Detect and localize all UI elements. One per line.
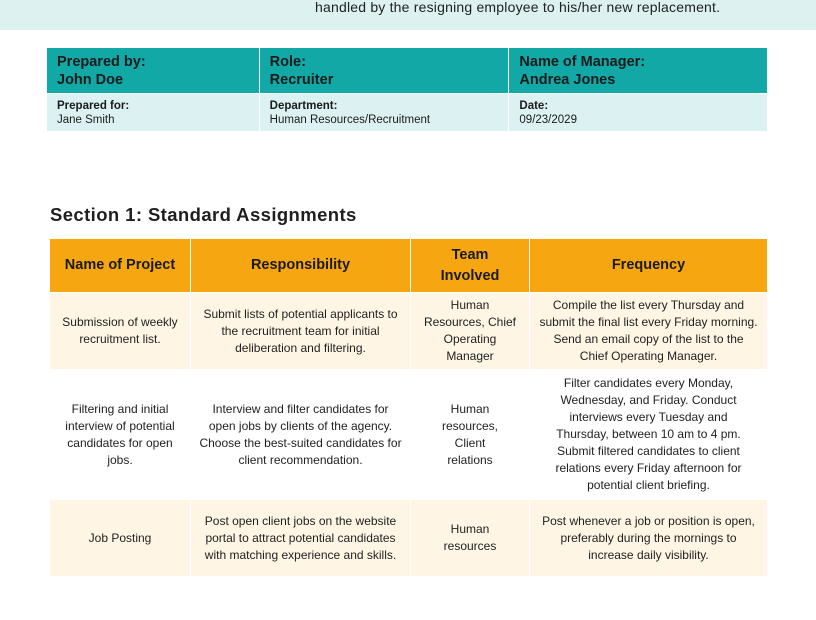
prepared-for-value: Jane Smith bbox=[57, 114, 115, 126]
project-cell: Job Posting bbox=[50, 500, 191, 577]
frequency-cell: Post whenever a job or position is open, preferably during the mornings to increase daily visibility. bbox=[530, 500, 768, 577]
header-project: Name of Project bbox=[50, 239, 191, 293]
department-value: Human Resources/Recruitment bbox=[269, 114, 431, 126]
assignments-table bbox=[49, 238, 768, 577]
team-cell: Human resources bbox=[411, 500, 530, 577]
header-responsibility: Responsibility bbox=[191, 239, 411, 293]
intro-band bbox=[0, 0, 816, 30]
team-cell: Human resources, Client relations bbox=[411, 370, 530, 500]
role-value: Recruiter bbox=[269, 72, 334, 88]
date-cell bbox=[509, 94, 768, 132]
header-team: Team Involved bbox=[411, 239, 530, 293]
frequency-cell: Compile the list every Thursday and submit the final list every Friday morning. Send an email copy of the list to the Chief Operating Manager. bbox=[530, 293, 768, 370]
handover-info-table bbox=[46, 47, 768, 132]
role-label: Role: bbox=[269, 54, 306, 70]
responsibility-cell: Submit lists of potential applicants to the recruitment team for initial deliberation and filtering. bbox=[191, 293, 411, 370]
prepared-for-cell bbox=[47, 94, 260, 132]
table-row bbox=[50, 370, 768, 500]
manager-value: Andrea Jones bbox=[519, 72, 616, 88]
manager-cell bbox=[509, 48, 768, 94]
manager-label: Name of Manager: bbox=[519, 54, 646, 70]
prepared-for-label: Prepared for: bbox=[57, 100, 130, 112]
frequency-cell: Filter candidates every Monday, Wednesday, and Friday. Conduct interviews every Tuesday and Thursday, between 10 am to 4 pm. Submit filtered candidates to client relations every Friday afternoon for potential client briefing. bbox=[530, 370, 768, 500]
department-cell bbox=[259, 94, 509, 132]
department-label: Department: bbox=[269, 100, 338, 112]
prepared-by-value: John Doe bbox=[57, 72, 124, 88]
team-cell: Human Resources, Chief Operating Manager bbox=[411, 293, 530, 370]
table-row bbox=[50, 500, 768, 577]
table-row bbox=[50, 293, 768, 370]
project-cell: Filtering and initial interview of potential candidates for open jobs. bbox=[50, 370, 191, 500]
prepared-by-label: Prepared by: bbox=[57, 54, 146, 70]
intro-text: handled by the resigning employee to his/her new replacement. bbox=[315, 0, 721, 15]
date-value: 09/23/2029 bbox=[519, 114, 577, 126]
role-cell bbox=[259, 48, 509, 94]
responsibility-cell: Interview and filter candidates for open jobs by clients of the agency. Choose the best-suited candidates for client recommendation. bbox=[191, 370, 411, 500]
header-frequency: Frequency bbox=[530, 239, 768, 293]
responsibility-cell: Post open client jobs on the website portal to attract potential candidates with matching experience and skills. bbox=[191, 500, 411, 577]
project-cell: Submission of weekly recruitment list. bbox=[50, 293, 191, 370]
section-title: Section 1: Standard Assignments bbox=[50, 204, 357, 225]
date-label: Date: bbox=[519, 100, 549, 112]
prepared-by-cell bbox=[47, 48, 260, 94]
